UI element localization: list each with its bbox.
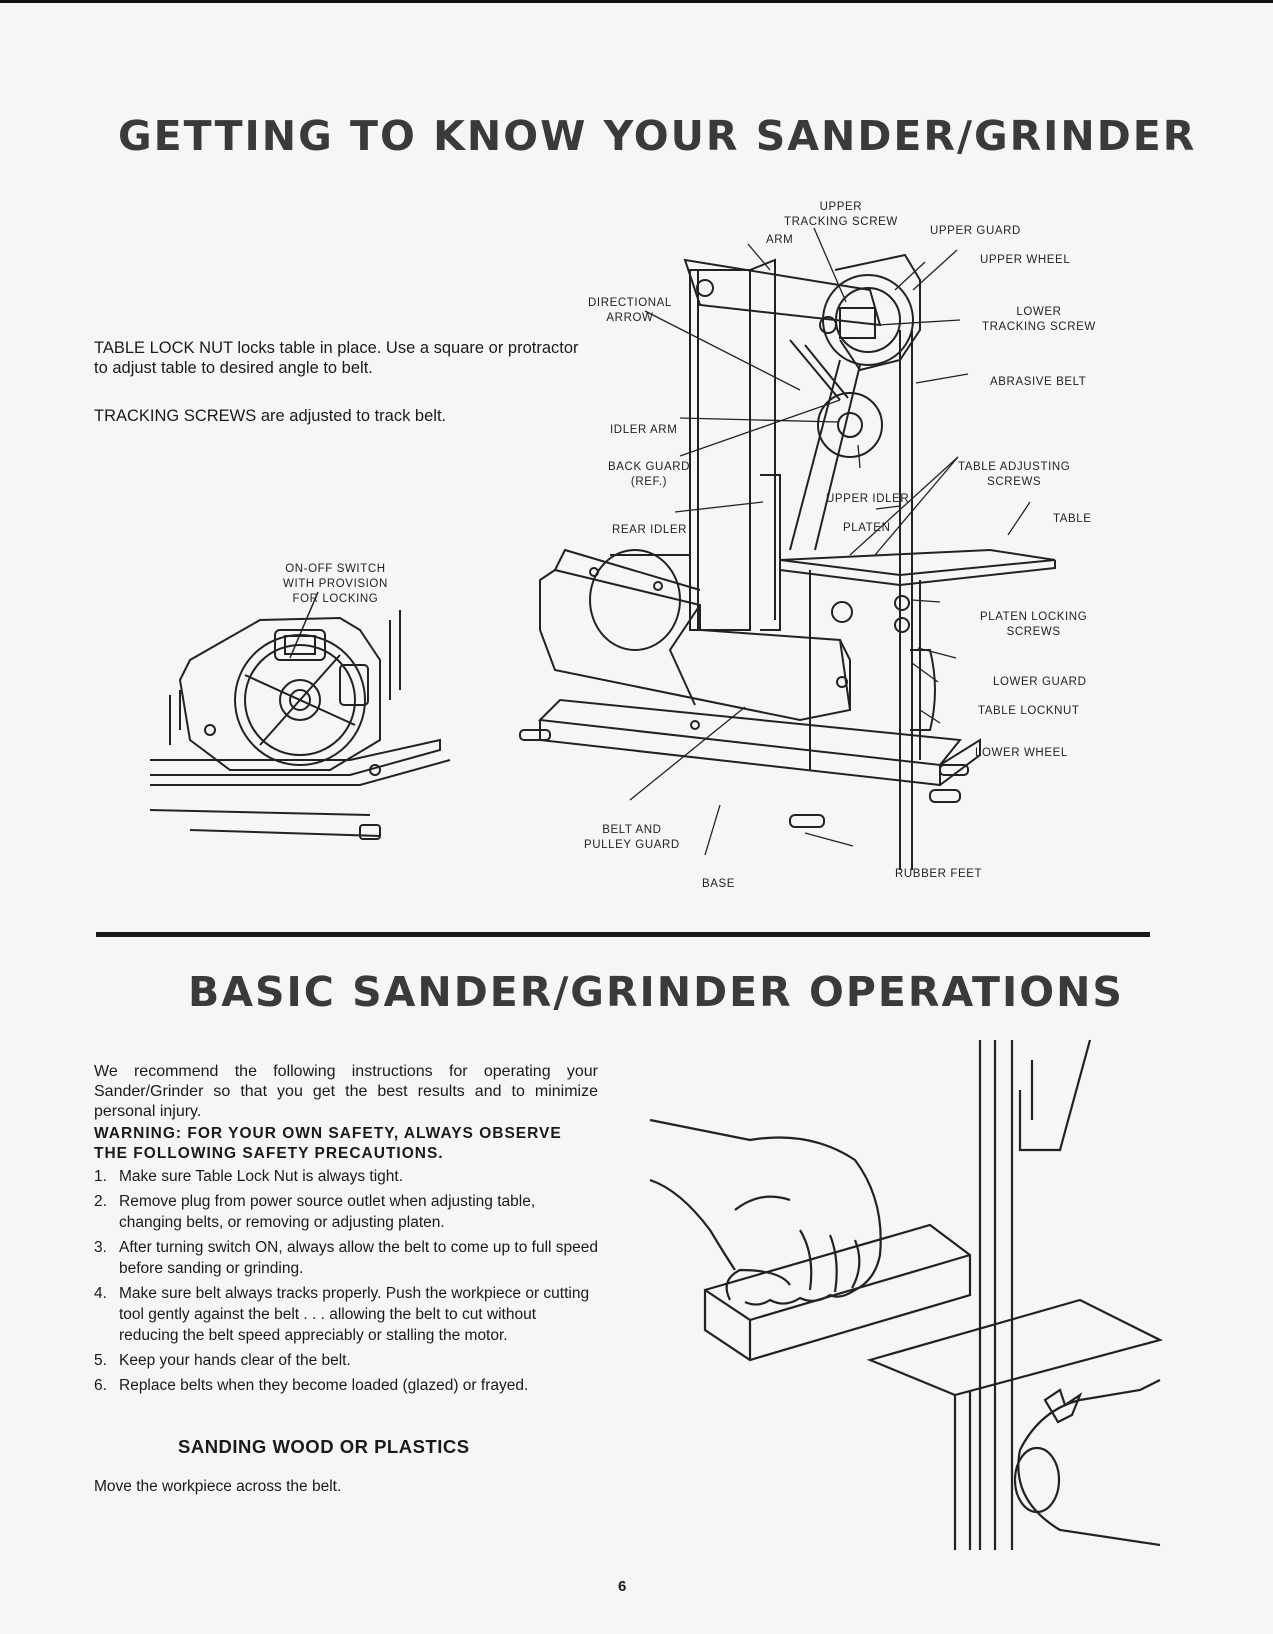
section-title-getting-to-know: GETTING TO KNOW YOUR SANDER/GRINDER <box>118 112 1197 160</box>
label-lower-guard: LOWER GUARD <box>993 676 1087 688</box>
label-table-adjusting-screws: TABLE ADJUSTING SCREWS <box>958 461 1071 488</box>
tracking-screws-note: TRACKING SCREWS are adjusted to track belt. <box>94 407 447 425</box>
section-title-basic-operations: BASIC SANDER/GRINDER OPERATIONS <box>188 968 1124 1016</box>
label-belt-and-pulley-guard: BELT AND PULLEY GUARD <box>584 824 680 851</box>
label-on-off-switch: ON-OFF SWITCH WITH PROVISION FOR LOCKING <box>283 563 388 605</box>
sanding-illustration <box>640 1030 1160 1550</box>
label-abrasive-belt: ABRASIVE BELT <box>990 376 1087 388</box>
list-item: 4. Make sure belt always tracks properly. Push the workpiece or cutting tool gently against the belt . . . allowing the belt to cut without reducing the belt speed appreciably or stalling the motor. <box>94 1285 590 1344</box>
list-item: 1. Make sure Table Lock Nut is always tight. <box>94 1168 404 1185</box>
label-back-guard: BACK GUARD (REF.) <box>608 461 691 488</box>
table-lock-nut-note: TABLE LOCK NUT locks table in place. Use a square or protractor to adjust table to desired angle to belt. <box>94 339 579 377</box>
operations-intro: We recommend the following instructions for operating your Sander/Grinder so that you get the best results and to minimize personal injury. <box>94 1063 598 1120</box>
label-rear-idler: REAR IDLER <box>612 524 688 536</box>
page-number: 6 <box>618 1578 627 1595</box>
label-upper-guard: UPPER GUARD <box>930 225 1021 237</box>
list-item: 2. Remove plug from power source outlet when adjusting table, changing belts, or removing or adjusting platen. <box>94 1193 536 1231</box>
label-table-locknut: TABLE LOCKNUT <box>978 705 1080 717</box>
label-platen: PLATEN <box>843 522 891 534</box>
label-lower-wheel: LOWER WHEEL <box>975 747 1068 759</box>
list-item: 3. After turning switch ON, always allow the belt to come up to full speed before sanding or grinding. <box>94 1239 599 1277</box>
label-idler-arm: IDLER ARM <box>610 424 678 436</box>
safety-rules-list <box>94 1166 598 1400</box>
list-item: 5. Keep your hands clear of the belt. <box>94 1352 351 1369</box>
label-platen-locking-screws: PLATEN LOCKING SCREWS <box>980 611 1088 638</box>
label-lower-tracking-screw: LOWER TRACKING SCREW <box>982 306 1096 333</box>
safety-warning: WARNING: FOR YOUR OWN SAFETY, ALWAYS OBSERVE THE FOLLOWING SAFETY PRECAUTIONS. <box>94 1125 562 1162</box>
sander-grinder-illustration <box>520 250 1120 870</box>
label-base: BASE <box>702 878 736 890</box>
list-item: 6. Replace belts when they become loaded (glazed) or frayed. <box>94 1377 529 1394</box>
label-rubber-feet: RUBBER FEET <box>895 868 983 880</box>
label-directional-arrow: DIRECTIONAL ARROW <box>588 297 672 324</box>
sanding-instruction: Move the workpiece across the belt. <box>94 1478 342 1495</box>
sanding-subheading: SANDING WOOD OR PLASTICS <box>178 1436 470 1457</box>
label-upper-tracking-screw: UPPER TRACKING SCREW <box>784 201 898 228</box>
label-arm: ARM <box>766 234 794 246</box>
label-upper-idler: UPPER IDLER <box>826 493 910 505</box>
label-table: TABLE <box>1053 513 1092 525</box>
top-border <box>0 0 1273 3</box>
section-divider <box>96 932 1150 937</box>
motor-switch-illustration <box>150 570 470 870</box>
label-upper-wheel: UPPER WHEEL <box>980 254 1071 266</box>
